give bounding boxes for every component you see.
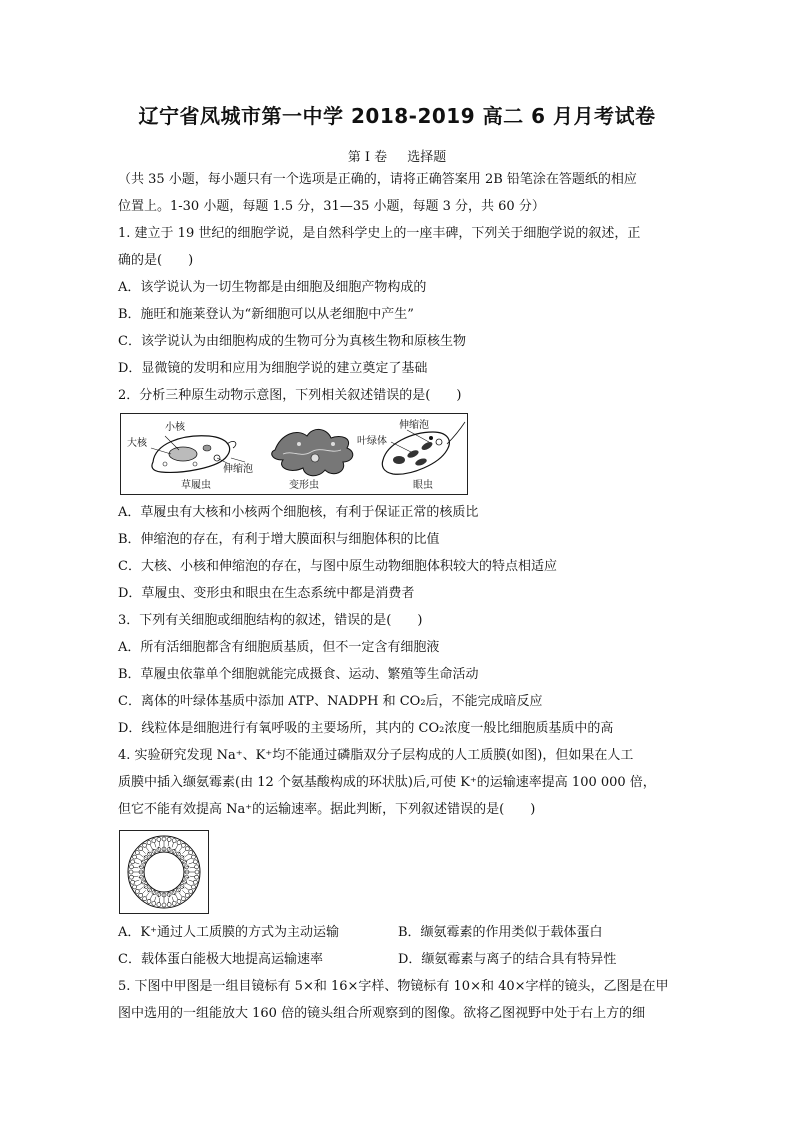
lipid-tail bbox=[187, 884, 191, 886]
q4-option-a: A．K⁺通过人工质膜的方式为主动运输 bbox=[118, 925, 339, 940]
lipid-tail bbox=[190, 876, 195, 877]
q3-option-a: A．所有活细胞都含有细胞质基质，但不一定含有细胞液 bbox=[118, 640, 440, 655]
q3-option-d: D．线粒体是细胞进行有氧呼吸的主要场所，其内的 CO₂浓度一般比细胞质基质中的高 bbox=[118, 721, 614, 736]
lipid-head bbox=[195, 870, 199, 874]
lipid-tail bbox=[150, 895, 152, 899]
lipid-tail bbox=[168, 898, 169, 903]
q1-stem-line: 确的是( ) bbox=[118, 253, 194, 268]
instructions-line: 位置上。1-30 小题，每题 1.5 分，31—35 小题，每题 3 分，共 60 分） bbox=[118, 199, 545, 214]
lipid-tail bbox=[189, 880, 194, 882]
q4-stem-line: 但它不能有效提高 Na⁺的运输速率。据此判断，下列叙述错误的是( ) bbox=[118, 802, 536, 817]
protozoa-figure bbox=[120, 413, 468, 495]
q5-stem-line: 图中选用的一组能放大 160 倍的镜头组合所观察到的图像。欲将乙图视野中处于右上方的细 bbox=[118, 1006, 646, 1021]
lipid-head bbox=[135, 851, 139, 855]
lipid-head bbox=[129, 870, 133, 874]
lipid-head bbox=[143, 897, 147, 901]
label-contractile-vacuole: 伸缩泡 bbox=[399, 420, 429, 431]
section-label: 第 I 卷 bbox=[347, 150, 388, 165]
q5-stem-line: 5. 下图中甲图是一组目镜标有 5×和 16×字样、物镜标有 10×和 40×字样的镜头，乙图是在甲 bbox=[118, 979, 669, 994]
lipid-tail bbox=[190, 867, 195, 868]
label-euglena: 眼虫 bbox=[413, 480, 433, 491]
lipid-tail bbox=[133, 867, 138, 868]
lipid-tail bbox=[159, 898, 160, 903]
q4-option-c: C．载体蛋白能极大地提高运输速率 bbox=[118, 952, 323, 967]
page-title: 辽宁省凤城市第一中学 2018-2019 高二 6 月月考试卷 bbox=[138, 104, 656, 128]
q1-option-b: B．施旺和施莱登认为“新细胞可以从老细胞中产生” bbox=[118, 307, 414, 322]
lipid-head bbox=[191, 855, 195, 859]
lipid-head bbox=[143, 843, 147, 847]
lipid-tail bbox=[159, 841, 160, 846]
q4-option-d: D．缬氨霉素与离子的结合具有特异性 bbox=[398, 952, 617, 967]
lipid-head bbox=[157, 837, 161, 841]
lipid-head bbox=[162, 837, 166, 841]
label-contractile-vacuole: 伸缩泡 bbox=[223, 464, 253, 475]
q4-options-row bbox=[118, 946, 678, 973]
lipid-tail bbox=[179, 847, 182, 851]
lipid-head bbox=[133, 885, 137, 889]
lipid-head bbox=[193, 860, 197, 864]
q4-stem-line: 4. 实验研究发现 Na⁺、K⁺均不能通过磷脂双分子层构成的人工质膜(如图)，但如果在人工 bbox=[118, 748, 634, 763]
lipid-head bbox=[131, 860, 135, 864]
lipid-head bbox=[129, 865, 133, 869]
lipid-tail bbox=[182, 890, 186, 894]
label-chloroplast: 叶绿体 bbox=[357, 436, 387, 447]
instructions-line: （共 35 小题，每小题只有一个选项是正确的，请将正确答案用 2B 铅笔涂在答题纸的相应 bbox=[118, 172, 637, 187]
lipid-head bbox=[189, 889, 193, 893]
lipid-head bbox=[177, 899, 181, 903]
lipid-head bbox=[181, 897, 185, 901]
q1-option-a: A．该学说认为一切生物都是由细胞及细胞产物构成的 bbox=[118, 280, 427, 295]
lipid-head bbox=[152, 839, 156, 843]
lipid-head bbox=[152, 901, 156, 905]
lipid-head bbox=[133, 855, 137, 859]
q2-option-a: A．草履虫有大核和小核两个细胞核，有利于保证正常的核质比 bbox=[118, 505, 479, 520]
lipid-head bbox=[181, 843, 185, 847]
q1-option-d: D．显微镜的发明和应用为细胞学说的建立奠定了基础 bbox=[118, 361, 428, 376]
lipid-tail bbox=[150, 844, 152, 848]
label-amoeba: 变形虫 bbox=[289, 480, 319, 491]
lipid-tail bbox=[176, 844, 178, 848]
lipid-tail bbox=[135, 862, 140, 864]
lipid-head bbox=[191, 885, 195, 889]
section-heading bbox=[0, 146, 794, 165]
lipid-tail bbox=[179, 893, 182, 897]
lipid-head bbox=[185, 847, 189, 851]
q4-stem-line: 质膜中插入缬氨霉素(由 12 个氨基酸构成的环状肽)后,可使 K⁺的运输速率提高 100 000 倍， bbox=[118, 775, 656, 790]
section-name: 选择题 bbox=[407, 150, 447, 165]
lipid-tail bbox=[168, 841, 169, 846]
lipid-head bbox=[162, 903, 166, 907]
lipid-tail bbox=[185, 854, 189, 857]
label-macronucleus: 大核 bbox=[127, 438, 147, 449]
lipid-tail bbox=[187, 858, 191, 860]
lipid-head bbox=[193, 880, 197, 884]
lipid-tail bbox=[142, 890, 146, 894]
q2-option-c: C．大核、小核和伸缩泡的存在，与图中原生动物细胞体积较大的特点相适应 bbox=[118, 559, 557, 574]
lipid-tail bbox=[133, 876, 138, 877]
q4-option-b: B．缬氨霉素的作用类似于载体蛋白 bbox=[398, 925, 603, 940]
q1-option-c: C．该学说认为由细胞构成的生物可分为真核生物和原核生物 bbox=[118, 334, 466, 349]
lipid-tail bbox=[139, 854, 143, 857]
q2-option-d: D．草履虫、变形虫和眼虫在生态系统中都是消费者 bbox=[118, 586, 415, 601]
lipid-head bbox=[167, 903, 171, 907]
label-paramecium: 草履虫 bbox=[181, 480, 211, 491]
lipid-tail bbox=[139, 887, 143, 890]
lipid-head bbox=[139, 893, 143, 897]
lipid-head bbox=[177, 841, 181, 845]
lipid-tail bbox=[154, 897, 156, 902]
lipid-head bbox=[147, 899, 151, 903]
lipid-head bbox=[131, 880, 135, 884]
lipid-head bbox=[172, 901, 176, 905]
lipid-head bbox=[189, 851, 193, 855]
lipid-head bbox=[195, 865, 199, 869]
q4-options-row bbox=[118, 919, 678, 946]
q3-option-b: B．草履虫依靠单个细胞就能完成摄食、运动、繁殖等生命活动 bbox=[118, 667, 479, 682]
lipid-tail bbox=[146, 893, 149, 897]
lipid-tail bbox=[189, 862, 194, 864]
lipid-tail bbox=[172, 897, 174, 902]
lipid-head bbox=[157, 903, 161, 907]
question-block-1 bbox=[118, 166, 678, 409]
lipid-tail bbox=[172, 843, 174, 848]
lipid-tail bbox=[135, 880, 140, 882]
q2-option-b: B．伸缩泡的存在，有利于增大膜面积与细胞体积的比值 bbox=[118, 532, 440, 547]
question-block-2 bbox=[118, 499, 678, 823]
lipid-head bbox=[139, 847, 143, 851]
lipid-head bbox=[129, 875, 133, 879]
question-block-3 bbox=[118, 919, 678, 1027]
lipid-tail bbox=[185, 887, 189, 890]
q3-option-c: C．离体的叶绿体基质中添加 ATP、NADPH 和 CO₂后，不能完成暗反应 bbox=[118, 694, 543, 709]
membrane-figure bbox=[119, 830, 209, 914]
lipid-tail bbox=[146, 847, 149, 851]
lipid-head bbox=[135, 889, 139, 893]
q2-stem: 2．分析三种原生动物示意图，下列相关叙述错误的是( ) bbox=[118, 388, 462, 403]
lipid-head bbox=[147, 841, 151, 845]
lipid-tail bbox=[182, 850, 186, 854]
lipid-tail bbox=[136, 884, 140, 886]
lipid-head bbox=[167, 837, 171, 841]
lipid-tail bbox=[136, 858, 140, 860]
amoeba-drawing bbox=[272, 429, 353, 475]
label-micronucleus: 小核 bbox=[165, 422, 185, 433]
lipid-head bbox=[185, 893, 189, 897]
lipid-tail bbox=[154, 843, 156, 848]
lipid-head bbox=[195, 875, 199, 879]
q3-stem: 3．下列有关细胞或细胞结构的叙述，错误的是( ) bbox=[118, 613, 423, 628]
q1-stem-line: 1. 建立于 19 世纪的细胞学说，是自然科学史上的一座丰碑，下列关于细胞学说的叙述，正 bbox=[118, 226, 641, 241]
lipid-tail bbox=[176, 895, 178, 899]
lipid-tail bbox=[142, 850, 146, 854]
lipid-head bbox=[172, 839, 176, 843]
